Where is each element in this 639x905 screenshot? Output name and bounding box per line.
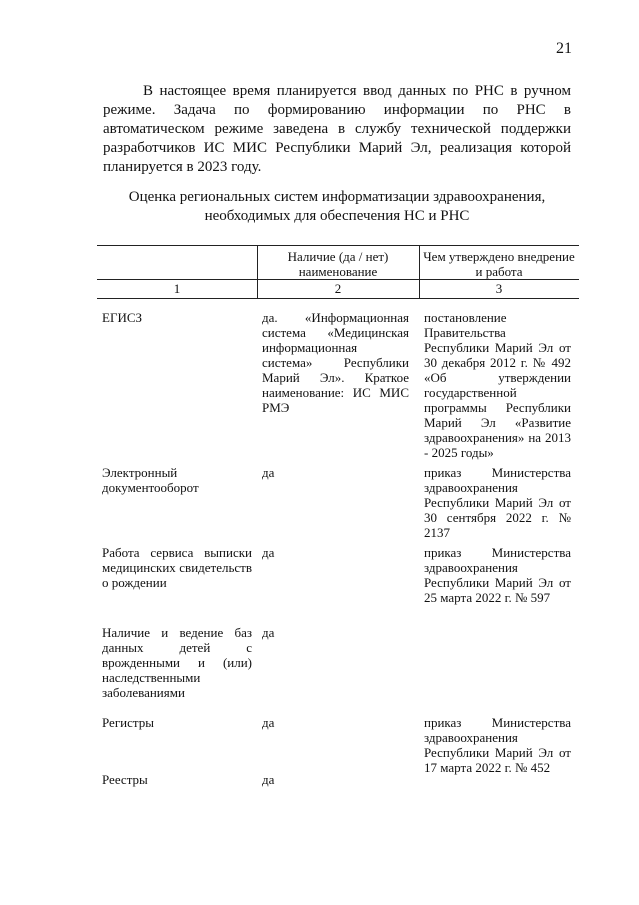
assessment-table [97,245,579,787]
table-row [97,625,579,715]
table-row [97,772,579,796]
intro-section [103,82,571,177]
page-number: 21 [556,40,572,57]
column-number-row [97,279,579,298]
column-number-3: 3 [495,281,503,296]
header-label-3: Чем утверждено внедрение и работа [423,249,575,279]
row-availability: да [262,545,275,560]
header-label-2: Наличие (да / нет) наименование [287,249,389,279]
row-basis: приказ Министерства здравоохранения Республики Марий Эл от 30 сентября 2022 г. № 2137 [424,465,571,540]
row-name: Электронный документооборот [102,465,199,495]
table-row [97,545,579,625]
row-availability: да [262,625,275,640]
column-number-1: 1 [173,281,181,296]
header-label-1 [97,246,257,249]
row-availability: да [262,465,275,480]
table-row [97,715,579,775]
table-row [97,310,579,465]
row-name: Наличие и ведение баз данных детей с врожденными и (или) наследственными заболеваниями [102,625,252,700]
row-availability: да [262,715,275,730]
row-basis: постановление Правительства Республики Марий Эл от 30 декабря 2012 г. № 492 «Об утверждении государственной программы Республики Марий Эл «Развитие здравоохранения» на 2013 - 2025 годы» [424,310,571,460]
table-row [97,465,579,545]
row-basis: приказ Министерства здравоохранения Республики Марий Эл от 17 марта 2022 г. № 452 [424,715,571,775]
table-header [97,245,579,299]
column-divider-2 [419,246,420,298]
row-name: ЕГИСЗ [102,310,143,325]
column-number-2: 2 [334,281,342,296]
row-availability: да. «Информационная система «Медицинская информационная система» Республики Марий Эл». Краткое наименование: ИС МИС РМЭ [262,310,409,415]
row-name: Реестры [102,772,148,787]
section-title [103,188,571,226]
row-name: Регистры [102,715,154,730]
intro-paragraph: В настоящее время планируется ввод данных по РНС в ручном режиме. Задача по формированию информации по РНС в автоматическом режиме заведена в службу технической поддержки разработчиков ИС МИС Республики Марий Эл, реализация которой планируется в 2023 году. [103,83,571,175]
section-title-line-2: необходимых для обеспечения НС и РНС [204,208,470,224]
table-body [97,310,579,796]
row-name: Работа сервиса выписки медицинских свидетельств о рождении [102,545,252,590]
column-divider-1 [257,246,258,298]
row-availability: да [262,772,275,787]
row-basis: приказ Министерства здравоохранения Республики Марий Эл от 25 марта 2022 г. № 597 [424,545,571,605]
section-title-line-1: Оценка региональных систем информатизации здравоохранения, [128,189,546,205]
